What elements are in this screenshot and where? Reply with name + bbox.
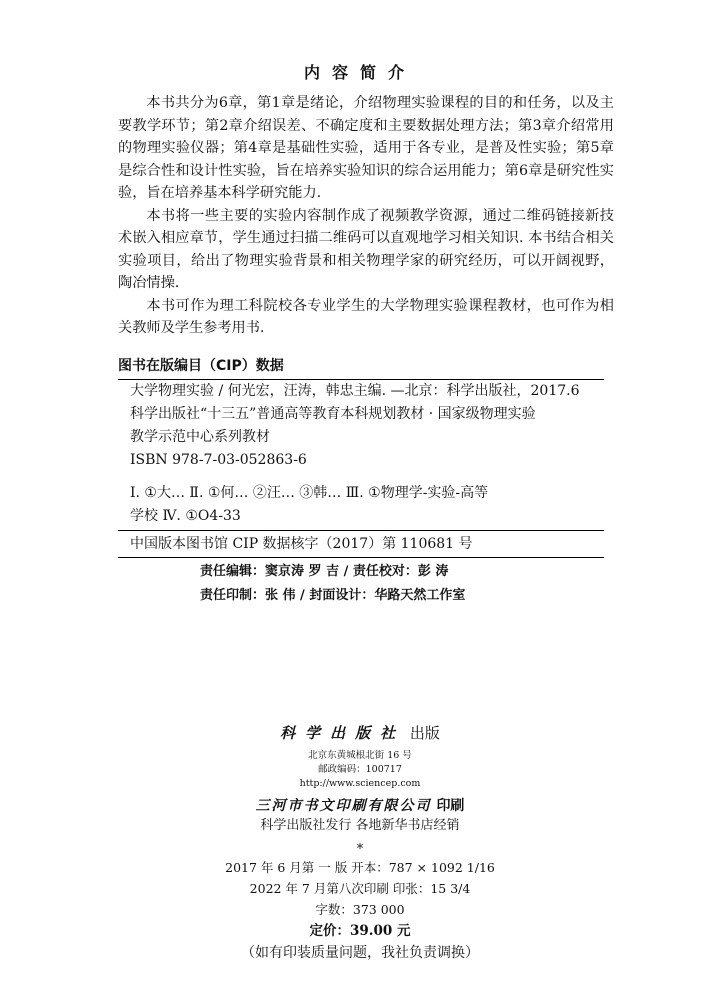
cip-line-1: 大学物理实验 / 何光宏，汪涛，韩忠主编. —北京：科学出版社，2017.6 bbox=[130, 383, 580, 399]
publisher-name: 科学出版社 bbox=[280, 724, 406, 742]
cip-line-3: 教学示范中心系列教材 bbox=[130, 429, 270, 445]
cip-record bbox=[130, 380, 606, 528]
printing-info: 2022 年 7 月第八次印刷 印张：15 3/4 bbox=[249, 881, 471, 896]
credits-line-2: 责任印制：张 伟 / 封面设计：华路天然工作室 bbox=[200, 588, 466, 603]
publisher-suffix: 出版 bbox=[409, 724, 440, 742]
printer-suffix: 印刷 bbox=[436, 798, 465, 814]
publisher-url: http://www.sciencep.com bbox=[299, 778, 421, 789]
intro-paragraph-1: 本书共分为6章，第1章是绪论，介绍物理实验课程的目的和任务，以及主要教学环节；第2章介绍误差、不确定度和主要数据处理方法；第3章介绍常用的物理实验仪器；第4章是基础性实验，适用于各专业，是普及性实验；第5章是综合性和设计性实验，旨在培养实验知识的综合运用能力；第6章是研究性实验，旨在培养基本科学研究能力. bbox=[118, 95, 614, 201]
cip-class-2: 学校 Ⅳ. ①O4-33 bbox=[130, 508, 241, 524]
printer-name: 三河市书文印刷有限公司 bbox=[255, 798, 432, 814]
credits bbox=[200, 560, 465, 608]
intro-paragraph-3: 本书可作为理工科院校各专业学生的大学物理实验课程教材，也可作为相关教师及学生参考用书. bbox=[118, 297, 614, 336]
publisher-info bbox=[0, 722, 720, 964]
separator-star: * bbox=[356, 842, 364, 857]
cip-class-1: Ⅰ. ①大… Ⅱ. ①何… ②汪… ③韩… Ⅲ. ①物理学-实验-高等 bbox=[130, 485, 489, 501]
publisher-postcode: 邮政编码：100717 bbox=[318, 764, 402, 775]
cip-line-2: 科学出版社“十三五”普通高等教育本科规划教材 · 国家级物理实验 bbox=[130, 406, 536, 422]
cip-number: 中国版本图书馆 CIP 数据核字（2017）第 110681 号 bbox=[118, 530, 604, 558]
printer-line bbox=[0, 795, 720, 815]
intro-paragraph-2: 本书将一些主要的实验内容制作成了视频教学资源，通过二维码链接新技术嵌入相应章节，学生通过扫描二维码可以直观地学习相关知识. 本书结合相关实验项目，给出了物理实验背景和相关物理学家的研究经历，可以开阔视野，陶冶情操. bbox=[118, 207, 614, 291]
cip-isbn: ISBN 978-7-03-052863-6 bbox=[130, 452, 307, 468]
page-title: 内容简介 bbox=[303, 63, 416, 82]
cip-heading: 图书在版编目（CIP）数据 bbox=[118, 355, 604, 380]
quality-note: （如有印装质量问题，我社负责调换） bbox=[241, 945, 479, 961]
edition-info: 2017 年 6 月第 一 版 开本：787 × 1092 1/16 bbox=[225, 860, 495, 875]
distribution: 科学出版社发行 各地新华书店经销 bbox=[260, 818, 460, 833]
price: 定价：39.00 元 bbox=[309, 923, 411, 939]
publisher-address: 北京东黄城根北街 16 号 bbox=[308, 750, 412, 761]
credits-line-1: 责任编辑：窦京涛 罗 吉 / 责任校对：彭 涛 bbox=[200, 564, 449, 579]
intro-section bbox=[118, 92, 614, 340]
word-count: 字数：373 000 bbox=[315, 902, 405, 917]
publisher-name-line bbox=[0, 722, 720, 743]
